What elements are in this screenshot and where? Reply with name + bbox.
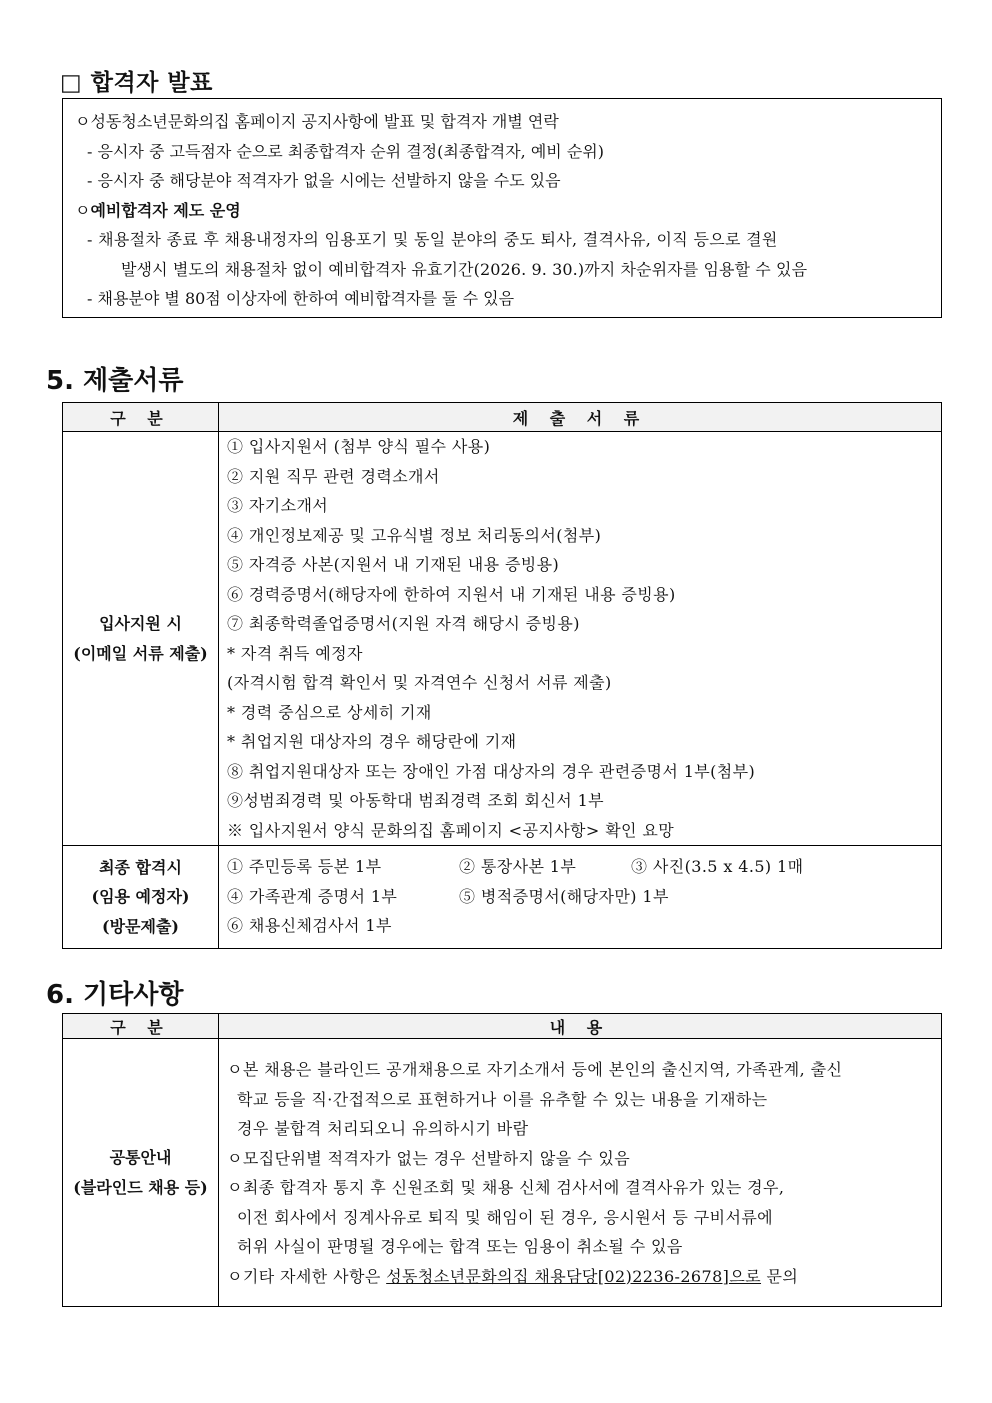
- docs-row-content: [219, 846, 942, 949]
- doc-item-row: [227, 882, 933, 912]
- notice-text: 문의: [761, 1266, 799, 1286]
- label-line: 최종 합격시: [99, 857, 182, 877]
- doc-item: ⑦ 최종학력졸업증명서(지원 자격 해당시 증빙용): [227, 614, 580, 633]
- label-line: 공통안내: [109, 1148, 172, 1167]
- docs-row-label: [63, 846, 219, 949]
- doc-item: ⑥ 채용신체검사서 1부: [227, 916, 392, 935]
- reserve-system-title: 예비합격자 제도 운영: [90, 200, 241, 220]
- etc-heading: 6. 기타사항: [46, 980, 184, 1010]
- announce-line: 발생시 별도의 채용절차 없이 예비합격자 유효기간(2026. 9. 30.)까지 차순위자를 임용할 수 있음: [121, 259, 808, 279]
- notice-line: 허위 사실이 판명될 경우에는 합격 또는 임용이 취소될 수 있음: [237, 1237, 683, 1256]
- announce-line: - 채용절차 종료 후 채용내정자의 임용포기 및 동일 분야의 중도 퇴사, 결격사유, 이직 등으로 결원: [87, 230, 778, 249]
- doc-item: * 취업지원 대상자의 경우 해당란에 기재: [227, 732, 517, 751]
- notice-line: 이전 회사에서 징계사유로 퇴직 및 해임이 된 경우, 응시원서 등 구비서류에: [237, 1207, 774, 1227]
- notice-line: ㅇ모집단위별 적격자가 없는 경우 선발하지 않을 수 있음: [227, 1148, 631, 1168]
- doc-item: ① 입사지원서 (첨부 양식 필수 사용): [227, 437, 491, 456]
- docs-col-category: 구 분: [63, 403, 219, 432]
- doc-item: ⑧ 취업지원대상자 또는 장애인 가점 대상자의 경우 관련증명서 1부(첨부): [227, 761, 756, 781]
- doc-item: ② 지원 직무 관련 경력소개서: [227, 466, 440, 486]
- doc-item-row: [227, 852, 933, 882]
- doc-item: ※ 입사지원서 양식 문화의집 홈페이지 <공지사항> 확인 요망: [227, 820, 675, 840]
- docs-col-documents: 제 출 서 류: [219, 403, 942, 432]
- doc-item: ④ 가족관계 증명서 1부: [227, 886, 398, 906]
- docs-row-content: [219, 432, 942, 846]
- bullet: ㅇ: [75, 200, 91, 220]
- doc-item: * 경력 중심으로 상세히 기재: [227, 702, 432, 722]
- doc-item: ② 통장사본 1부: [459, 857, 577, 876]
- label-line: (이메일 서류 제출): [73, 643, 208, 663]
- notice-text: ㅇ기타 자세한 사항은: [227, 1266, 387, 1286]
- doc-item: ⑤ 병적증명서(해당자만) 1부: [459, 886, 669, 906]
- notice-line: ㅇ본 채용은 블라인드 공개채용으로 자기소개서 등에 본인의 출신지역, 가족관계, 출신: [227, 1060, 843, 1079]
- label-line: (방문제출): [102, 916, 179, 936]
- etc-col-content: 내 용: [219, 1014, 942, 1039]
- doc-item: ⑥ 경력증명서(해당자에 한하여 지원서 내 기재된 내용 증빙용): [227, 584, 676, 604]
- notice-line: [227, 1262, 933, 1292]
- doc-item: * 자격 취득 예정자: [227, 643, 363, 663]
- label-line: (임용 예정자): [91, 887, 190, 907]
- notice-line: 학교 등을 직·간접적으로 표현하거나 이를 유추할 수 있는 내용을 기재하는: [237, 1089, 768, 1109]
- etc-table: [62, 1013, 942, 1307]
- announce-line: - 응시자 중 고득점자 순으로 최종합격자 순위 결정(최종합격자, 예비 순위): [87, 141, 604, 161]
- announce-heading: □ 합격자 발표: [60, 70, 213, 96]
- docs-row-label: [63, 432, 219, 846]
- label-line: (블라인드 채용 등): [73, 1177, 208, 1197]
- label-line: 입사지원 시: [99, 614, 182, 633]
- notice-line: 경우 불합격 처리되오니 유의하시기 바람: [237, 1119, 529, 1138]
- doc-item: ⑤ 자격증 사본(지원서 내 기재된 내용 증빙용): [227, 555, 560, 574]
- doc-item: ⑨성범죄경력 및 아동학대 범죄경력 조회 회신서 1부: [227, 791, 605, 810]
- announce-box: [62, 98, 942, 318]
- etc-row-label: [63, 1039, 219, 1307]
- docs-heading: 5. 제출서류: [46, 366, 184, 396]
- doc-item: ① 주민등록 등본 1부: [227, 857, 382, 876]
- etc-col-category: 구 분: [63, 1014, 219, 1039]
- announce-line: - 응시자 중 해당분야 적격자가 없을 시에는 선발하지 않을 수도 있음: [87, 171, 561, 190]
- doc-item: (자격시험 합격 확인서 및 자격연수 신청서 서류 제출): [227, 673, 612, 692]
- contact-info: 성동청소년문화의집 채용담당[02)2236-2678]으로: [386, 1266, 762, 1286]
- doc-item: ③ 사진(3.5 x 4.5) 1매: [631, 857, 804, 876]
- doc-item: ④ 개인정보제공 및 고유식별 정보 처리동의서(첨부): [227, 525, 602, 545]
- announce-line: ㅇ성동청소년문화의집 홈페이지 공지사항에 발표 및 합격자 개별 연락: [75, 112, 559, 131]
- announce-line: - 채용분야 별 80점 이상자에 한하여 예비합격자를 둘 수 있음: [87, 289, 515, 308]
- notice-line: ㅇ최종 합격자 통지 후 신원조회 및 채용 신체 검사서에 결격사유가 있는 경우,: [227, 1178, 785, 1197]
- doc-item: ③ 자기소개서: [227, 496, 329, 515]
- announce-line: [75, 196, 931, 226]
- docs-table: [62, 402, 942, 949]
- etc-row-content: [219, 1039, 942, 1307]
